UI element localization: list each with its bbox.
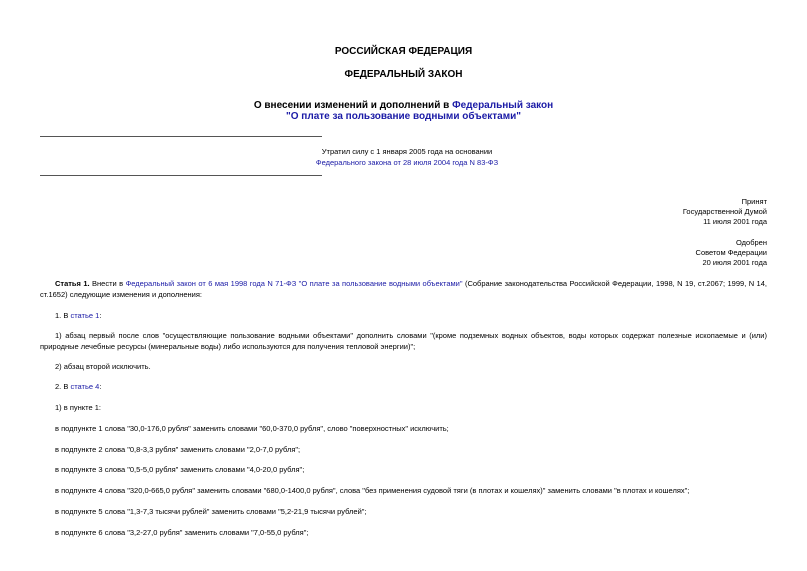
item-1-prefix: 1. В bbox=[55, 311, 71, 320]
accepted-label: Принят bbox=[741, 197, 767, 206]
article-1-link[interactable]: статье 1 bbox=[70, 311, 100, 320]
article-text-start: Внести в bbox=[89, 279, 126, 288]
item-2-suffix: : bbox=[99, 382, 102, 391]
item-2-sub-1: 1) в пункте 1: bbox=[55, 403, 101, 412]
repeal-status-text: Утратил силу с 1 января 2005 года на основании bbox=[321, 147, 493, 156]
approved-label: Одобрен bbox=[736, 238, 767, 247]
law-title-line1 bbox=[0, 100, 807, 111]
subpoint-4: в подпункте 4 слова "320,0-665,0 рубля" заменить словами "680,0-1400,0 рубля", слова "без применения судовой тяги (в плотах и кошелях)" заменить словами "в плотах и кошелях"; bbox=[55, 486, 690, 495]
article-4-link[interactable]: статье 4 bbox=[70, 382, 100, 391]
accepted-date: 11 июля 2001 года bbox=[703, 217, 767, 226]
article-1-paragraph bbox=[40, 278, 767, 300]
subpoint-3: в подпункте 3 слова "0,5-5,0 рубля" заменить словами "4,0-20,0 рубля"; bbox=[55, 465, 305, 474]
item-1-sub-2: 2) абзац второй исключить. bbox=[55, 362, 151, 371]
repeal-law-link[interactable]: Федерального закона от 28 июля 2004 года N 83-ФЗ bbox=[315, 158, 499, 167]
item-2-prefix: 2. В bbox=[55, 382, 71, 391]
item-2 bbox=[40, 381, 767, 392]
divider-top bbox=[40, 136, 322, 137]
divider-bottom bbox=[40, 175, 322, 176]
title-law-link[interactable]: Федеральный закон bbox=[452, 100, 554, 111]
title-law-name-link[interactable]: "О плате за пользование водными объектами" bbox=[286, 111, 521, 122]
article-label: Статья 1. bbox=[55, 279, 90, 288]
subpoint-6: в подпункте 6 слова "3,2-27,0 рубля" заменить словами "7,0-55,0 рубля"; bbox=[55, 528, 309, 537]
article-text-end: (Собрание законодательства Российской Федерации, 1998, N 19, ст.2067; 1999, N 14, ст.1652) следующие изменения и дополнения: bbox=[40, 279, 767, 299]
approved-by: Советом Федерации bbox=[695, 248, 767, 257]
accepted-by: Государственной Думой bbox=[682, 207, 767, 216]
subpoint-2: в подпункте 2 слова "0,8-3,3 рубля" заменить словами "2,0-7,0 рубля"; bbox=[55, 445, 301, 454]
country-heading: РОССИЙСКАЯ ФЕДЕРАЦИЯ bbox=[334, 46, 473, 57]
approved-date: 20 июля 2001 года bbox=[702, 258, 767, 267]
subpoint-5: в подпункте 5 слова "1,3-7,3 тысячи рублей" заменить словами "5,2-21,9 тысячи рублей"; bbox=[55, 507, 367, 516]
law-title-prefix: О внесении изменений и дополнений в bbox=[253, 100, 453, 111]
amended-law-link[interactable]: Федеральный закон от 6 мая 1998 года N 71-ФЗ "О плате за пользование водными объектами" bbox=[125, 279, 463, 288]
item-1-sub-1: 1) абзац первый после слов "осуществляющие пользование водными объектами" дополнить словами "(кроме подземных водных объектов, воды которых содержат полезные ископаемые и (или) природные лечебные ресурсы (минеральные воды) либо используются для получения тепловой энергии)"; bbox=[40, 331, 767, 351]
item-1 bbox=[40, 310, 767, 321]
law-type-heading: ФЕДЕРАЛЬНЫЙ ЗАКОН bbox=[344, 69, 463, 80]
subpoint-1: в подпункте 1 слова "30,0-176,0 рубля" заменить словами "60,0-370,0 рубля", слово "поверхностных" исключить; bbox=[55, 424, 449, 433]
item-1-suffix: : bbox=[99, 311, 102, 320]
